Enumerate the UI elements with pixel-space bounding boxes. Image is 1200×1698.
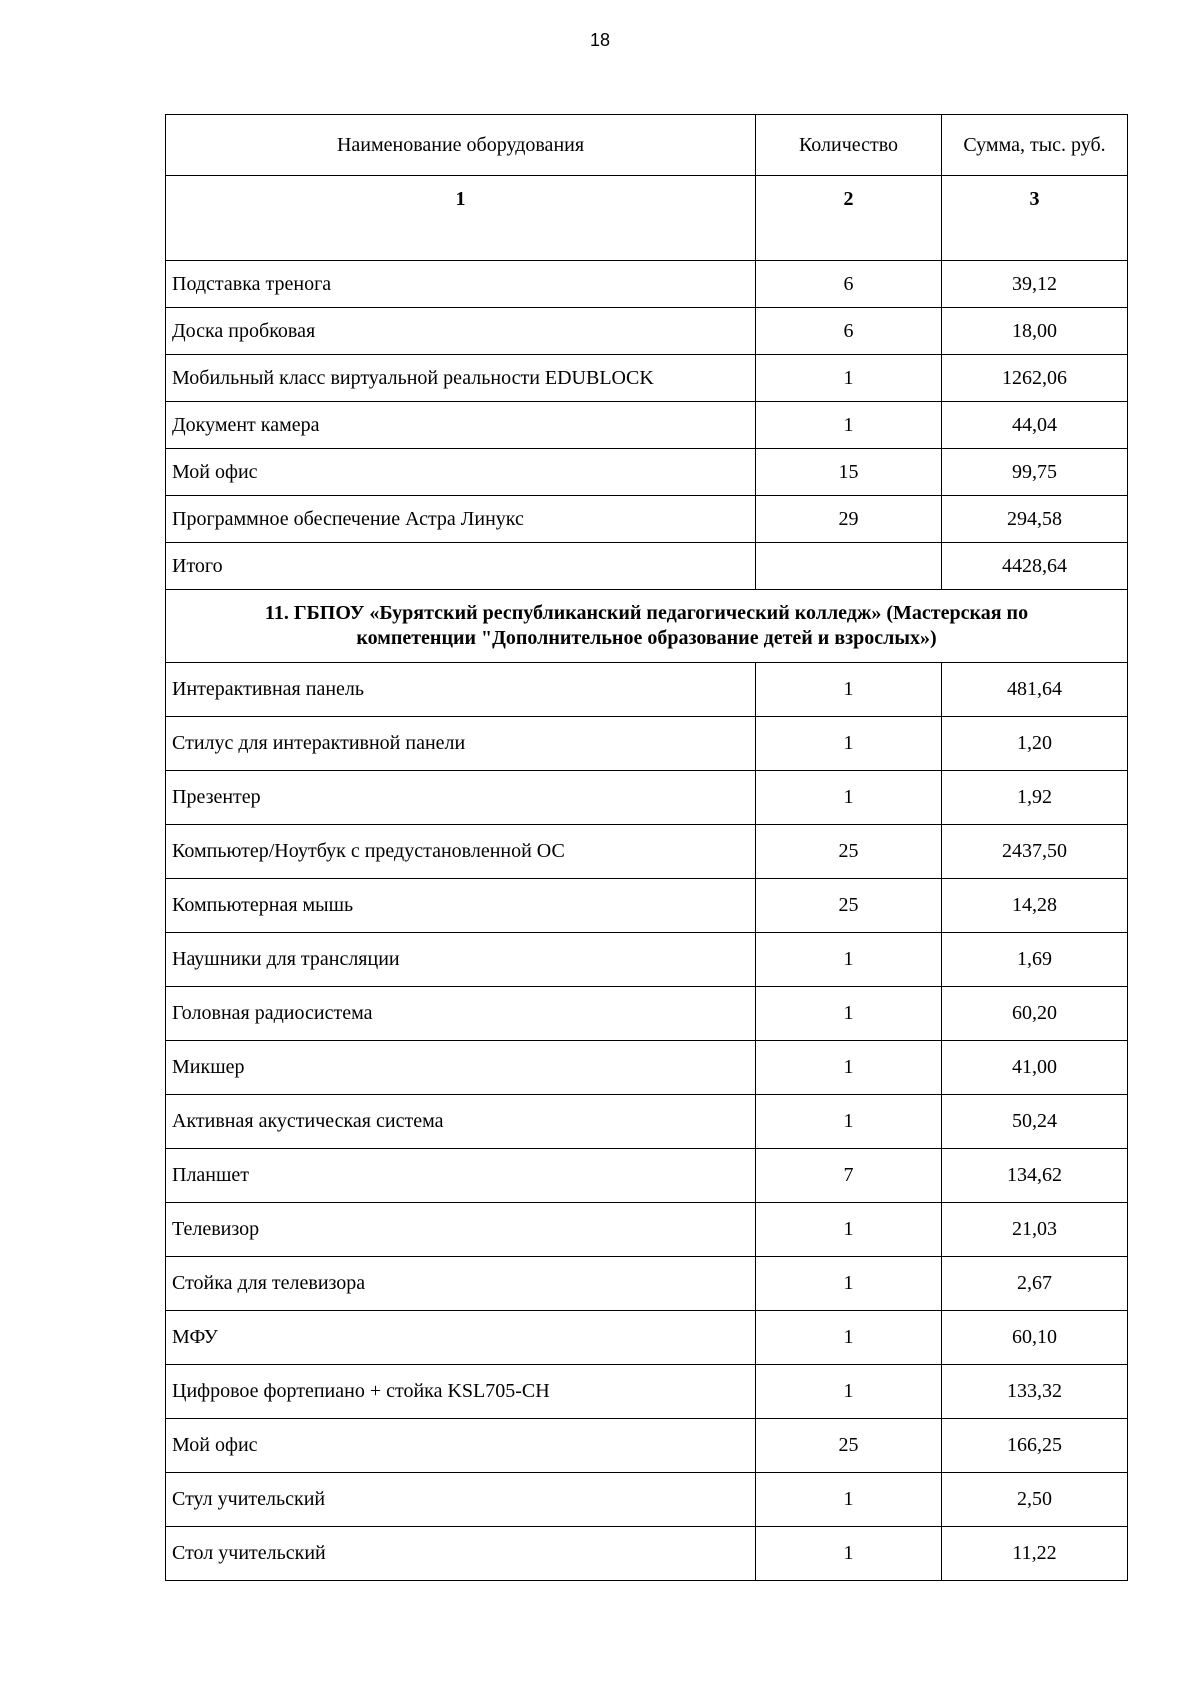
table-row [166,1095,1128,1149]
table-row [166,987,1128,1041]
table-row [166,1311,1128,1365]
item-quantity: 1 [756,1527,942,1581]
item-sum: 1,69 [942,933,1128,987]
table-row [166,496,1128,543]
item-quantity: 1 [756,1041,942,1095]
table-row [166,879,1128,933]
item-name: Планшет [166,1149,756,1203]
item-quantity: 1 [756,1365,942,1419]
table-row [166,402,1128,449]
item-quantity [756,543,942,590]
table-row [166,543,1128,590]
header-quantity: Количество [756,115,942,176]
item-name: Документ камера [166,402,756,449]
item-quantity: 25 [756,879,942,933]
section-heading-line-2: компетенции "Дополнительное образование детей и взрослых») [356,627,937,649]
header-row [166,115,1128,176]
item-quantity: 1 [756,1095,942,1149]
item-quantity: 1 [756,663,942,717]
item-name: Программное обеспечение Астра Линукс [166,496,756,543]
item-sum: 14,28 [942,879,1128,933]
item-quantity: 1 [756,717,942,771]
item-name: Телевизор [166,1203,756,1257]
item-quantity: 6 [756,308,942,355]
item-name: Наушники для трансляции [166,933,756,987]
item-name: Микшер [166,1041,756,1095]
table-row [166,1257,1128,1311]
table-row [166,663,1128,717]
item-sum: 11,22 [942,1527,1128,1581]
item-quantity: 25 [756,825,942,879]
item-sum: 2437,50 [942,825,1128,879]
item-name: Активная акустическая система [166,1095,756,1149]
column-number-3: 3 [942,176,1128,261]
table-row [166,1041,1128,1095]
item-sum: 1262,06 [942,355,1128,402]
section-heading-row [166,590,1128,663]
header-sum: Сумма, тыс. руб. [942,115,1128,176]
item-name: Доска пробковая [166,308,756,355]
item-quantity: 7 [756,1149,942,1203]
item-name: Стилус для интерактивной панели [166,717,756,771]
item-quantity: 1 [756,1203,942,1257]
item-quantity: 1 [756,1473,942,1527]
equipment-table [165,114,1128,1581]
table-row [166,933,1128,987]
table-row [166,771,1128,825]
item-quantity: 1 [756,933,942,987]
item-name: Стойка для телевизора [166,1257,756,1311]
item-sum: 1,92 [942,771,1128,825]
item-name: Интерактивная панель [166,663,756,717]
table-row [166,449,1128,496]
item-quantity: 1 [756,1311,942,1365]
item-sum: 1,20 [942,717,1128,771]
page-number: 18 [589,30,611,50]
table-row [166,1473,1128,1527]
table-row [166,825,1128,879]
item-quantity: 25 [756,1419,942,1473]
column-number-1: 1 [166,176,756,261]
item-quantity: 1 [756,402,942,449]
section-heading [166,590,1128,663]
item-sum: 60,10 [942,1311,1128,1365]
item-quantity: 6 [756,261,942,308]
table-row [166,1149,1128,1203]
item-sum: 39,12 [942,261,1128,308]
item-sum: 481,64 [942,663,1128,717]
item-sum: 41,00 [942,1041,1128,1095]
item-sum: 2,67 [942,1257,1128,1311]
item-name: Мой офис [166,1419,756,1473]
table-row [166,1419,1128,1473]
item-sum: 99,75 [942,449,1128,496]
equipment-table-body [166,115,1128,1581]
table-row [166,355,1128,402]
header-name: Наименование оборудования [166,115,756,176]
item-quantity: 29 [756,496,942,543]
item-quantity: 1 [756,987,942,1041]
item-sum: 18,00 [942,308,1128,355]
item-name: Компьютерная мышь [166,879,756,933]
item-name: Компьютер/Ноутбук с предустановленной ОС [166,825,756,879]
item-sum: 2,50 [942,1473,1128,1527]
item-sum: 134,62 [942,1149,1128,1203]
item-sum: 294,58 [942,496,1128,543]
column-number-row [166,176,1128,261]
item-sum: 60,20 [942,987,1128,1041]
item-name: Мой офис [166,449,756,496]
item-quantity: 1 [756,771,942,825]
item-quantity: 1 [756,355,942,402]
item-name: Стул учительский [166,1473,756,1527]
item-name: Подставка тренога [166,261,756,308]
table-row [166,1527,1128,1581]
table-row [166,261,1128,308]
table-row [166,1203,1128,1257]
item-sum: 4428,64 [942,543,1128,590]
table-row [166,308,1128,355]
item-sum: 44,04 [942,402,1128,449]
item-sum: 50,24 [942,1095,1128,1149]
item-sum: 21,03 [942,1203,1128,1257]
item-quantity: 15 [756,449,942,496]
item-name: Презентер [166,771,756,825]
item-name: Стол учительский [166,1527,756,1581]
item-name: Цифровое фортепиано + стойка KSL705-CH [166,1365,756,1419]
table-row [166,1365,1128,1419]
item-sum: 166,25 [942,1419,1128,1473]
table-row [166,717,1128,771]
item-name: Мобильный класс виртуальной реальности EDUBLOCK [166,355,756,402]
item-name: МФУ [166,1311,756,1365]
section-heading-line-1: 11. ГБПОУ «Бурятский республиканский педагогический колледж» (Мастерская по [264,602,1029,624]
item-quantity: 1 [756,1257,942,1311]
item-sum: 133,32 [942,1365,1128,1419]
item-name: Головная радиосистема [166,987,756,1041]
item-name: Итого [166,543,756,590]
column-number-2: 2 [756,176,942,261]
